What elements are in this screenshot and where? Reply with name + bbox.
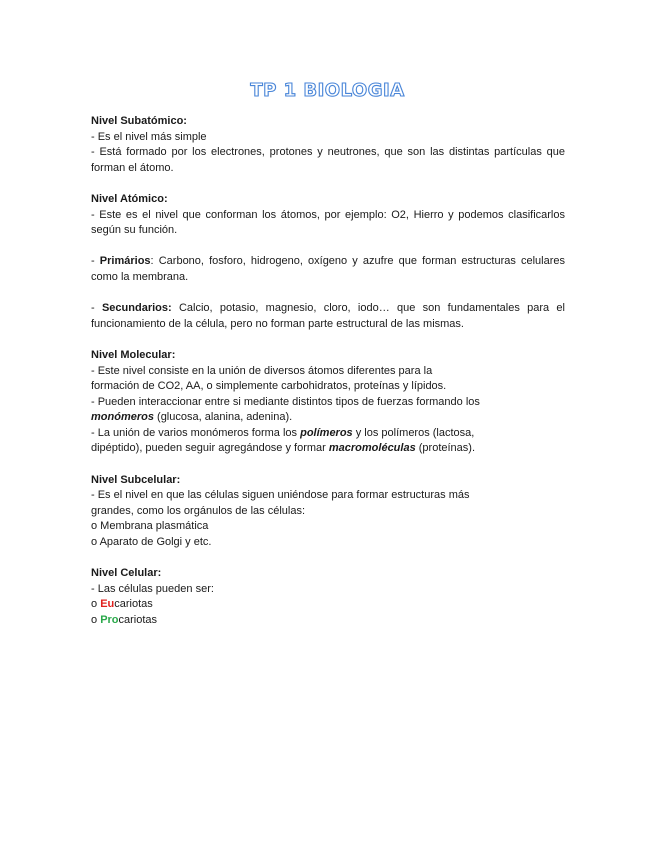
paragraph-line: - Es el nivel en que las células siguen uniéndose para formar estructuras más [91,489,470,502]
section-heading: Nivel Celular: [91,567,162,580]
primarios-text: : Carbono, fosforo, hidrogeno, oxígeno y azufre que forman estructuras celulares como la membrana. [91,255,565,283]
procariotas-rest: cariotas [118,614,158,626]
list-item [91,613,565,629]
text-run: y los polímeros (lactosa, [352,426,475,439]
paragraph-line: - Este nivel consiste en la unión de diversos átomos diferentes para la [91,364,433,377]
section-heading: Nivel Atómico: [91,192,168,205]
paragraph-line [91,410,565,426]
paragraph-line: - Está formado por los electrones, protones y neutrones, que son las distintas partículas que forman el átomo. [91,146,565,174]
section-molecular [91,348,565,457]
section-atomico [91,192,565,332]
polimeros-term: polímeros [300,426,353,439]
primarios-label: Primários [99,255,151,268]
paragraph-line: grandes, como los orgánulos de las células: [91,504,306,517]
list-bullet: o [91,598,101,611]
document-body [91,114,565,629]
list-item: o Aparato de Golgi y etc. [91,536,212,549]
section-heading: Nivel Molecular: [91,348,176,361]
paragraph-line: - Las células pueden ser: [91,582,214,595]
list-item [91,597,565,613]
bullet-dash: - [91,302,102,315]
paragraph-line [91,441,565,457]
eucariotas-prefix: Eu [100,598,115,611]
paragraph-line: - Es el nivel más simple [91,130,207,143]
list-item: o Membrana plasmática [91,520,209,533]
primarios-paragraph [91,254,565,285]
secundarios-text: Calcio, potasio, magnesio, cloro, iodo… que son fundamentales para el funcionamiento de la célula, pero no forman parte estructural de las mismas. [91,302,565,330]
bullet-dash: - [91,255,100,268]
paragraph-line [91,426,565,442]
monomeros-rest: (glucosa, alanina, adenina). [153,411,293,424]
section-subcelular [91,473,565,551]
monomeros-term: monómeros [91,411,154,424]
secundarios-label: Secundarios: [101,302,172,315]
section-heading: Nivel Subcelular: [91,473,181,486]
list-bullet: o [91,614,101,626]
paragraph-line: - Este es el nivel que conforman los átomos, por ejemplo: O2, Hierro y podemos clasificarlos según su función. [91,208,565,237]
section-heading: Nivel Subatómico: [91,115,187,127]
procariotas-prefix: Pro [100,614,119,626]
text-run: dipéptido), pueden seguir agregándose y formar [91,442,329,455]
eucariotas-rest: cariotas [114,598,153,611]
text-run: (proteínas). [415,442,476,455]
section-celular [91,566,565,628]
secundarios-paragraph [91,301,565,332]
paragraph-line: - Pueden interaccionar entre si mediante distintos tipos de fuerzas formando los [91,395,480,408]
document-title: TP 1 BIOLOGIA [250,80,405,101]
section-subatomico [91,114,565,176]
text-run: - La unión de varios monómeros forma los [91,426,301,439]
macromoleculas-term: macromoléculas [328,442,416,455]
paragraph-line: formación de CO2, AA, o simplemente carbohidratos, proteínas y lípidos. [91,380,447,393]
